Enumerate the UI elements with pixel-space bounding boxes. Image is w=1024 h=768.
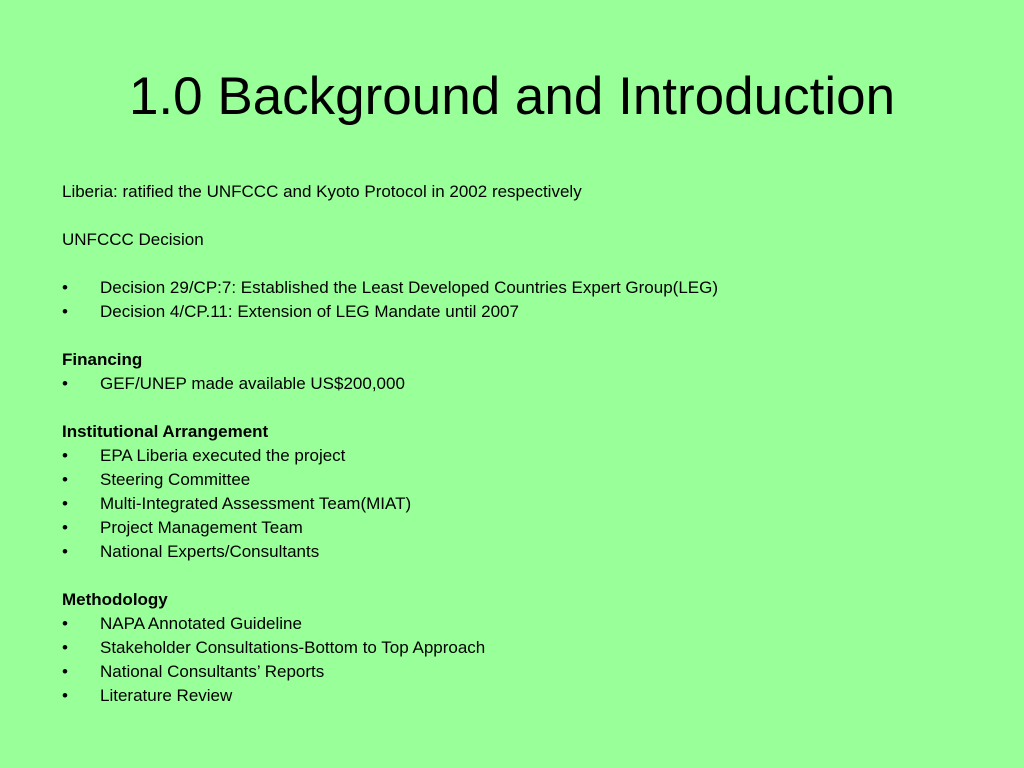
list-item-text: Decision 4/CP.11: Extension of LEG Mandate until 2007 [100, 302, 519, 321]
institutional-heading: Institutional Arrangement [62, 422, 269, 441]
bullet-icon: • [62, 374, 68, 393]
list-item-text: EPA Liberia executed the project [100, 446, 346, 465]
bullet-icon: • [62, 662, 68, 681]
bullet-icon: • [62, 470, 68, 489]
list-item [62, 660, 962, 684]
list-item-text: GEF/UNEP made available US$200,000 [100, 374, 405, 393]
list-item-text: Literature Review [100, 686, 233, 705]
spacer [62, 564, 962, 588]
list-item-text: Multi-Integrated Assessment Team(MIAT) [100, 494, 412, 513]
list-item-text: Decision 29/CP:7: Established the Least Developed Countries Expert Group(LEG) [100, 278, 718, 297]
bullet-icon: • [62, 614, 68, 633]
bullet-icon: • [62, 446, 68, 465]
list-item [62, 444, 962, 468]
list-item [62, 516, 962, 540]
spacer [62, 396, 962, 420]
list-item-text: National Consultants’ Reports [100, 662, 325, 681]
list-item [62, 276, 962, 300]
spacer [62, 204, 962, 228]
slide-title: 1.0 Background and Introduction [128, 67, 896, 126]
spacer [62, 252, 962, 276]
list-item [62, 540, 962, 564]
bullet-icon: • [62, 278, 68, 297]
bullet-icon: • [62, 542, 68, 561]
bullet-icon: • [62, 638, 68, 657]
list-item [62, 636, 962, 660]
list-item [62, 684, 962, 708]
list-item [62, 372, 962, 396]
bullet-icon: • [62, 302, 68, 321]
spacer [62, 324, 962, 348]
financing-heading: Financing [62, 350, 143, 369]
list-item-text: Steering Committee [100, 470, 251, 489]
bullet-icon: • [62, 518, 68, 537]
methodology-heading: Methodology [62, 590, 168, 609]
slide-body [62, 180, 962, 708]
list-item-text: Project Management Team [100, 518, 303, 537]
bullet-icon: • [62, 494, 68, 513]
list-item [62, 300, 962, 324]
intro-text: Liberia: ratified the UNFCCC and Kyoto Protocol in 2002 respectively [62, 182, 582, 201]
decision-heading: UNFCCC Decision [62, 230, 204, 249]
list-item [62, 612, 962, 636]
list-item [62, 468, 962, 492]
list-item-text: NAPA Annotated Guideline [100, 614, 302, 633]
list-item-text: National Experts/Consultants [100, 542, 320, 561]
bullet-icon: • [62, 686, 68, 705]
list-item [62, 492, 962, 516]
list-item-text: Stakeholder Consultations-Bottom to Top Approach [100, 638, 486, 657]
